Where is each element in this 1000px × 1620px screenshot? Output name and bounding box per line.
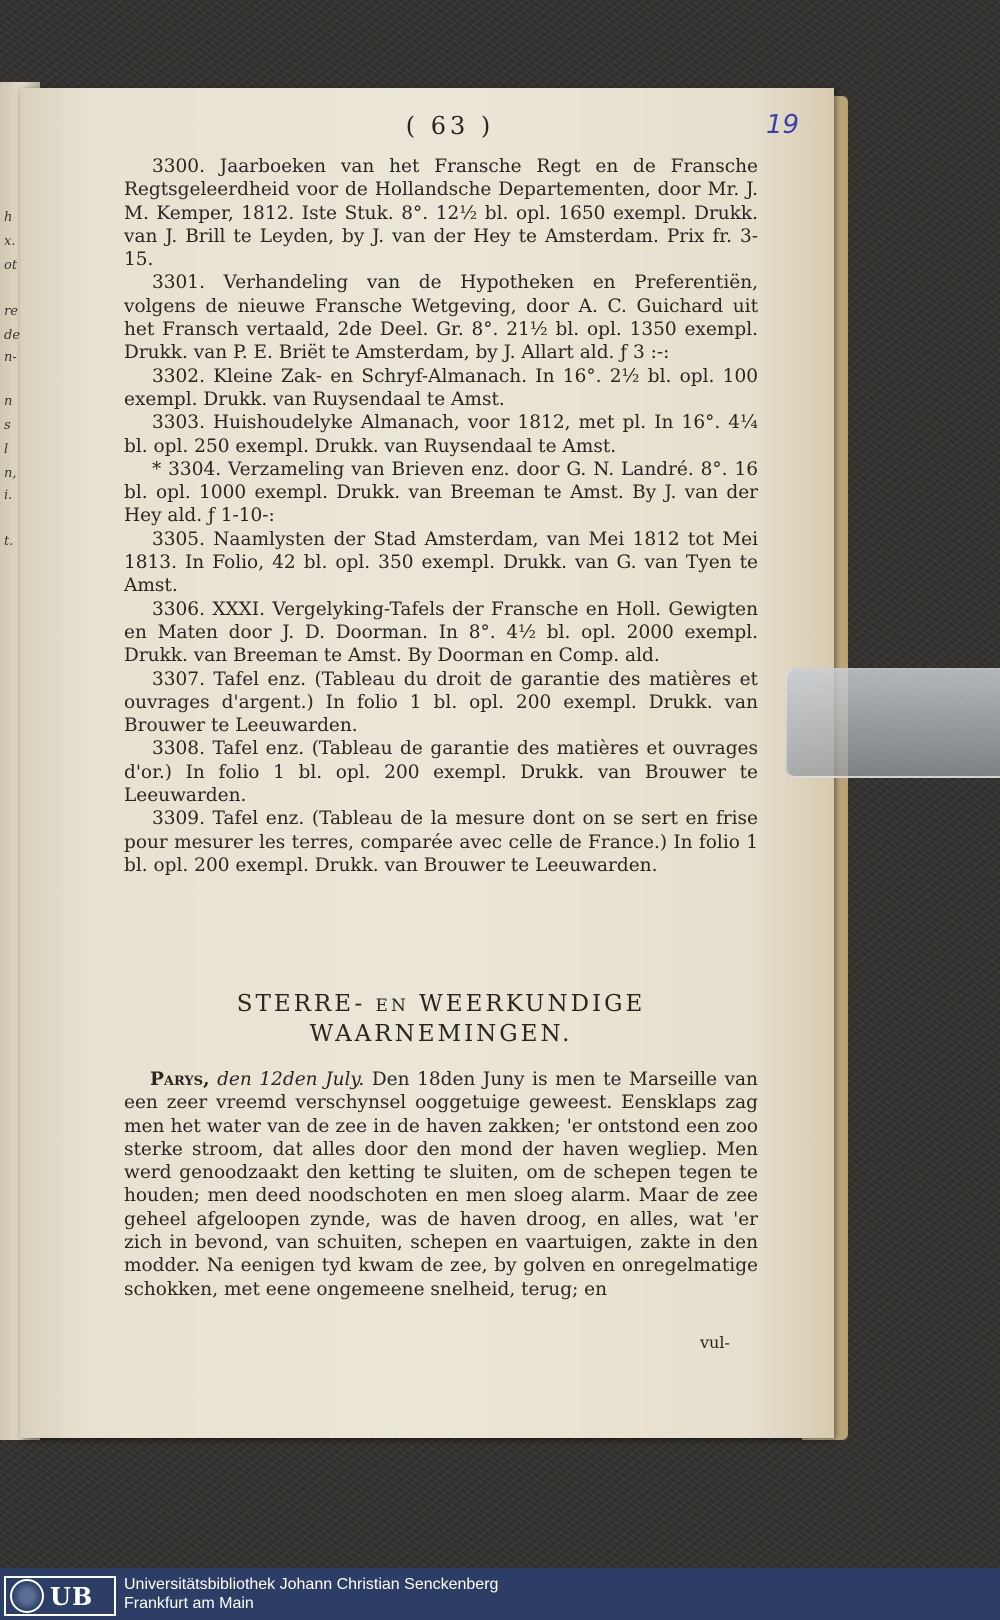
- catalogue-entry: 3303. Huishoudelyke Almanach, voor 1812, met pl. In 16°. 4¼ bl. opl. 250 exempl. Drukk. van Ruysendaal te Amst.: [124, 412, 758, 457]
- catalogue-entry: 3305. Naamlysten der Stad Amsterdam, van Mei 1812 tot Mei 1813. In Folio, 42 bl. opl. 350 exempl. Drukk. van G. van Tyen te Amst.: [124, 528, 758, 597]
- left-page-fragment: x.: [4, 234, 16, 249]
- article-body: Den 18den Juny is men te Marseille van een zeer vreemd verschynsel ooggetuige geweest. Eensklaps zag men het water van de zee in de haven zakken; 'er ontstond een zoo sterke stroom, dat alles door den mond der haven wegliep. Men werd genoodzaakt den ketting te sluiten, om de schepen tegen te houden; men deed noodschoten en men sloeg alarm. Maar de zee geheel afgeloopen zynde, was de haven droog, en alles, wat 'er zich in bevond, van schuiten, schepen en vaartuigen, zakte in den modder. Na eenigen tyd kwam de zee, by golven en onregelmatige schokken, met eene ongemeene snelheid, terug; en: [124, 1069, 758, 1300]
- logo-text: UB: [50, 1581, 94, 1611]
- catalogue-entry: * 3304. Verzameling van Brieven enz. door G. N. Landré. 8°. 16 bl. opl. 1000 exempl. Drukk. van Breeman te Amst. By J. van der Hey ald. ƒ 1-10-:: [124, 458, 758, 527]
- left-page-fragment: t.: [4, 534, 14, 549]
- page-clip: [785, 668, 1000, 778]
- left-page-fragment: s: [4, 418, 11, 433]
- left-page-fragment: n,: [4, 466, 17, 481]
- catalogue-entry: 3302. Kleine Zak- en Schryf-Almanach. In 16°. 2½ bl. opl. 100 exempl. Drukk. van Ruysendaal te Amst.: [124, 365, 758, 410]
- left-page-fragment: n-: [4, 350, 17, 365]
- seal-icon: [10, 1579, 44, 1613]
- left-page-fragment: i.: [4, 488, 13, 503]
- left-page-fragment: de: [4, 328, 21, 343]
- catalogue-entries: [124, 155, 758, 877]
- heading-word: WEERKUNDIGE: [419, 991, 646, 1017]
- library-name-line1: Universitätsbibliothek Johann Christian Senckenberg: [124, 1576, 499, 1593]
- article-paragraph: [124, 1068, 758, 1301]
- library-name: [124, 1575, 498, 1613]
- catalogue-entry: 3301. Verhandeling van de Hypotheken en Preferentiën, volgens de nieuwe Fransche Wetgeving, door A. C. Guichard uit het Fransch vertaald, 2de Deel. Gr. 8°. 21½ bl. opl. 1350 exempl. Drukk. van P. E. Briët te Amsterdam, by J. Allart ald. ƒ 3 :-:: [124, 272, 758, 364]
- heading-line: WAARNEMINGEN.: [309, 1021, 573, 1047]
- catchword: vul-: [700, 1333, 730, 1352]
- library-name-line2: Frankfurt am Main: [124, 1595, 254, 1612]
- catalogue-entry: 3306. XXXI. Vergelyking-Tafels der Fransche en Holl. Gewigten en Maten door J. D. Doorman. In 8°. 4½ bl. opl. 2000 exempl. Drukk. van Breeman te Amst. By Doorman en Comp. ald.: [124, 598, 758, 667]
- catalogue-entry: 3300. Jaarboeken van het Fransche Regt en de Fransche Regtsgeleerdheid voor de Hollandsche Departementen, door Mr. J. M. Kemper, 1812. Iste Stuk. 8°. 12½ bl. opl. 1650 exempl. Drukk. van J. Brill te Leyden, by J. van der Hey te Amsterdam. Prix fr. 3-15.: [124, 156, 758, 271]
- heading-word: EN: [375, 996, 409, 1016]
- heading-word: STERRE-: [236, 991, 366, 1017]
- library-footer: [0, 1568, 1000, 1620]
- section-heading: [124, 990, 758, 1048]
- catalogue-entry: 3307. Tafel enz. (Tableau du droit de garantie des matières et ouvrages d'argent.) In folio 1 bl. opl. 200 exempl. Drukk. van Brouwer te Leeuwarden.: [124, 668, 758, 737]
- margin-note: 19: [766, 110, 800, 140]
- page-number: ( 63 ): [405, 112, 495, 140]
- left-page-fragment: h: [4, 210, 13, 225]
- catalogue-entry: 3309. Tafel enz. (Tableau de la mesure dont on se sert en frise pour mesurer les terres, comparée avec celle de France.) In folio 1 bl. opl. 200 exempl. Drukk. van Brouwer te Leeuwarden.: [124, 808, 758, 876]
- left-page-fragment: ot: [4, 258, 18, 273]
- left-page-fragment: l: [4, 442, 9, 457]
- article-place: Parys,: [150, 1069, 210, 1090]
- article-date: den 12den July.: [217, 1069, 365, 1090]
- left-page-fragment: re: [4, 304, 18, 319]
- library-logo[interactable]: [4, 1576, 116, 1616]
- catalogue-entry: 3308. Tafel enz. (Tableau de garantie des matières et ouvrages d'or.) In folio 1 bl. opl. 200 exempl. Drukk. van Brouwer te Leeuwarden.: [124, 738, 758, 807]
- left-page-fragment: n: [4, 394, 13, 409]
